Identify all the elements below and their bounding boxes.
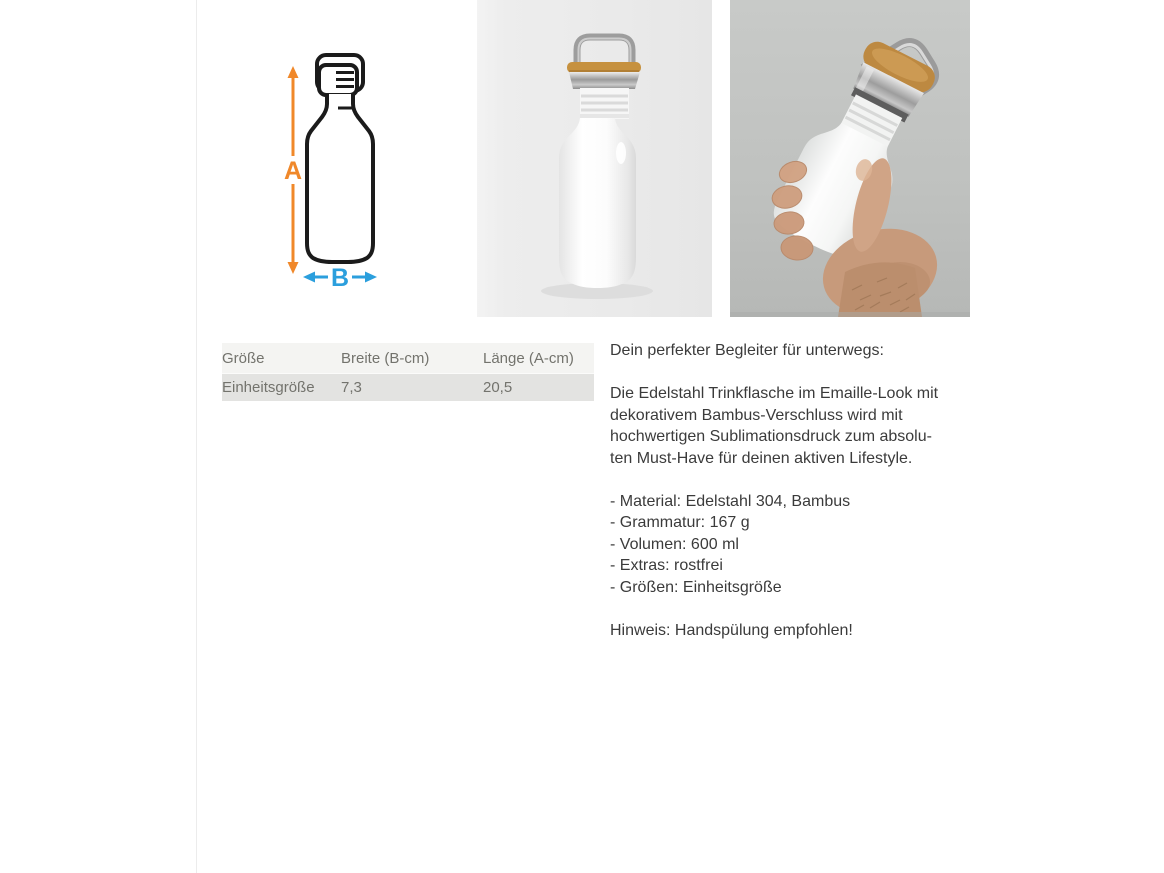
size-table <box>222 343 594 401</box>
cell-size: Einheitsgröße <box>222 374 341 402</box>
bottle-size-diagram <box>270 40 420 300</box>
spec-item: - Größen: Einheitsgröße <box>610 578 782 596</box>
wrist-arm <box>838 262 922 317</box>
dimension-label-a: A <box>283 157 303 185</box>
width-arrow-b <box>303 264 377 292</box>
dimension-label-b: B <box>330 264 350 292</box>
description-line: hochwertigen Sublimationsdruck zum absolu- <box>610 428 932 445</box>
vertical-divider <box>196 0 197 873</box>
description-line: dekorativem Bambus-Verschluss wird mit <box>610 406 903 424</box>
bottle-body <box>559 118 636 288</box>
size-table-row <box>222 374 594 402</box>
cell-breite: 7,3 <box>341 374 483 402</box>
size-table-header-row <box>222 343 594 374</box>
spec-item: - Volumen: 600 ml <box>610 535 739 553</box>
col-header-breite: Breite (B-cm) <box>341 343 483 374</box>
spec-item: - Extras: rostfrei <box>610 557 723 574</box>
col-header-groesse: Größe <box>222 343 341 374</box>
height-arrow-a <box>282 66 304 274</box>
spec-item: - Grammatur: 167 g <box>610 514 750 531</box>
cell-laenge: 20,5 <box>483 374 594 402</box>
threaded-neck <box>580 88 629 119</box>
col-header-laenge: Länge (A-cm) <box>483 343 594 374</box>
care-note: Hinweis: Handspülung empfohlen! <box>610 621 853 639</box>
product-description <box>610 340 970 641</box>
steel-band <box>569 72 640 89</box>
product-photo-hand[interactable] <box>730 0 970 317</box>
description-line: Die Edelstahl Trinkflasche im Emaille-Look mit <box>610 385 939 402</box>
product-photo-studio[interactable] <box>477 0 712 317</box>
spec-item: - Material: Edelstahl 304, Bambus <box>610 492 851 510</box>
description-intro: Dein perfekter Begleiter für unterwegs: <box>610 342 884 359</box>
description-line: ten Must-Have für deinen aktiven Lifestyle. <box>610 449 913 467</box>
studio-photo-illustration <box>477 0 712 317</box>
hand-photo-illustration <box>730 0 970 317</box>
